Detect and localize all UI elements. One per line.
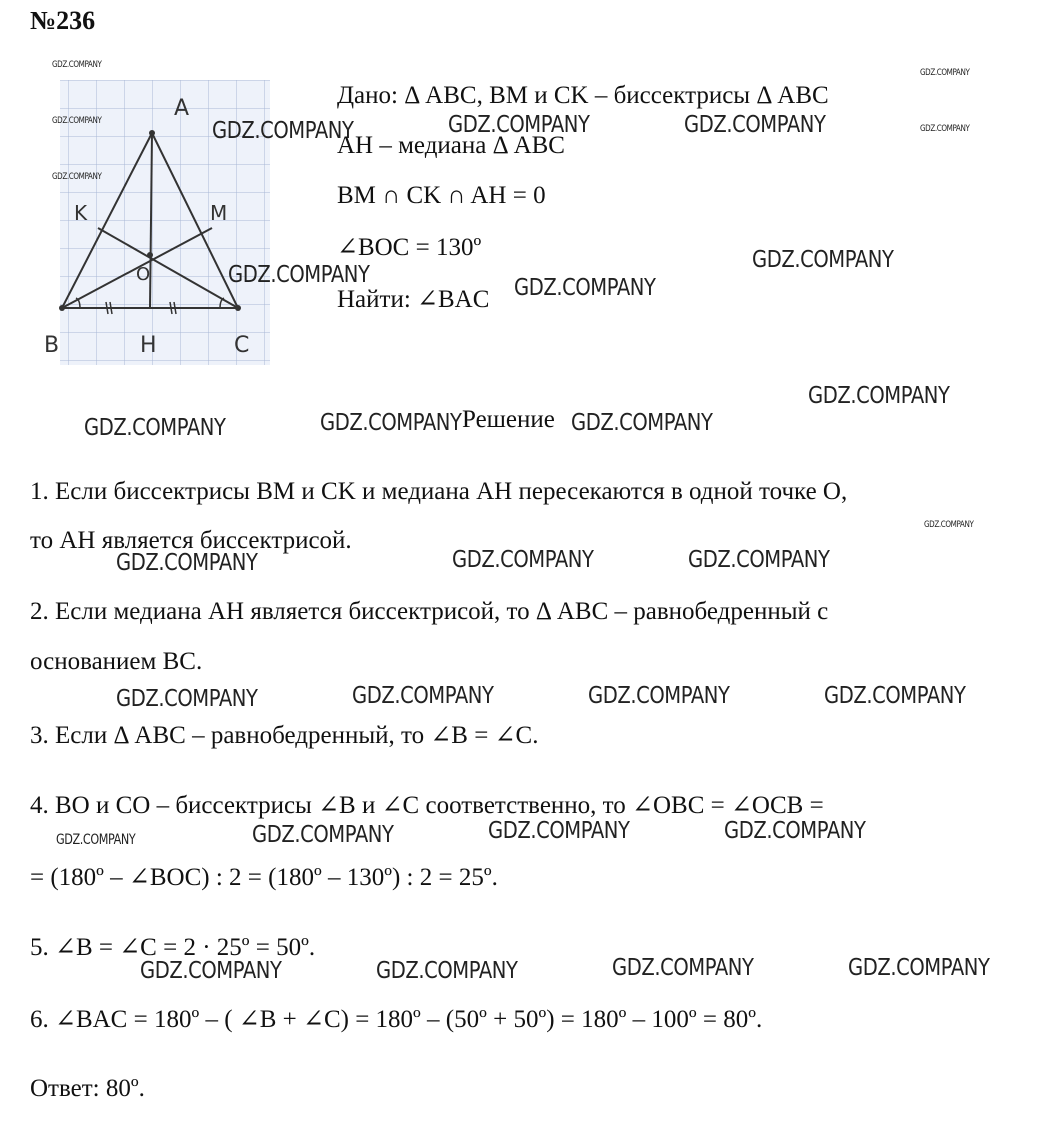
label-k: K [74,201,88,225]
watermark: GDZ.COMPANY [588,683,730,709]
watermark: GDZ.COMPANY [228,262,370,288]
watermark: GDZ.COMPANY [924,520,974,530]
step-5: 5. ∠B = ∠C = 2 · 25º = 50º. [30,934,316,961]
watermark: GDZ.COMPANY [514,275,656,301]
watermark: GDZ.COMPANY [56,832,136,848]
watermark: GDZ.COMPANY [52,116,102,126]
watermark: GDZ.COMPANY [376,958,518,984]
solution-heading: Решение [462,406,555,433]
watermark: GDZ.COMPANY [724,818,866,844]
label-o: O [136,264,151,285]
label-a: A [174,96,190,121]
watermark: GDZ.COMPANY [140,958,282,984]
step-4b: = (180º – ∠BOC) : 2 = (180º – 130º) : 2 = 25º. [30,864,498,891]
watermark: GDZ.COMPANY [488,818,630,844]
label-b: B [44,333,60,358]
given-line-2: AH – медиана Δ ABC [337,132,565,159]
watermark: GDZ.COMPANY [752,247,894,273]
problem-number: №236 [30,6,96,35]
step-2b: основанием BC. [30,648,203,675]
watermark: GDZ.COMPANY [848,955,990,981]
find-line: Найти: ∠BAC [337,286,490,313]
step-1a: 1. Если биссектрисы BM и CK и медиана AH пересекаются в одной точке O, [30,478,848,505]
watermark: GDZ.COMPANY [684,112,826,138]
watermark: GDZ.COMPANY [52,60,102,70]
watermark: GDZ.COMPANY [612,955,754,981]
step-1b: то AH является биссектрисой. [30,527,352,554]
watermark: GDZ.COMPANY [320,410,462,436]
answer: Ответ: 80º. [30,1075,145,1102]
watermark: GDZ.COMPANY [116,550,258,576]
watermark: GDZ.COMPANY [688,547,830,573]
watermark: GDZ.COMPANY [571,410,713,436]
watermark: GDZ.COMPANY [212,118,354,144]
given-line-4: ∠BOC = 130º [337,234,482,261]
watermark: GDZ.COMPANY [116,686,258,712]
watermark: GDZ.COMPANY [448,112,590,138]
watermark: GDZ.COMPANY [920,124,970,134]
step-6: 6. ∠BAC = 180º – ( ∠B + ∠C) = 180º – (50º + 50º) = 180º – 100º = 80º. [30,1006,763,1033]
label-c: C [234,333,250,358]
watermark: GDZ.COMPANY [52,172,102,182]
step-3: 3. Если Δ ABC – равнобедренный, то ∠B = ∠C. [30,722,539,749]
watermark: GDZ.COMPANY [84,415,226,441]
given-line-1: Дано: Δ ABC, BM и CK – биссектрисы Δ ABC [337,82,829,109]
watermark: GDZ.COMPANY [352,683,494,709]
step-2a: 2. Если медиана AH является биссектрисой, то Δ ABC – равнобедренный с [30,598,829,625]
watermark: GDZ.COMPANY [252,822,394,848]
watermark: GDZ.COMPANY [824,683,966,709]
watermark: GDZ.COMPANY [452,547,594,573]
watermark: GDZ.COMPANY [920,68,970,78]
step-4a: 4. BO и CO – биссектрисы ∠B и ∠C соответственно, то ∠OBC = ∠OCB = [30,792,824,819]
label-m: M [210,201,228,225]
watermark: GDZ.COMPANY [808,383,950,409]
given-line-3: BM ∩ CK ∩ AH = 0 [337,182,546,209]
label-h: H [140,333,157,358]
